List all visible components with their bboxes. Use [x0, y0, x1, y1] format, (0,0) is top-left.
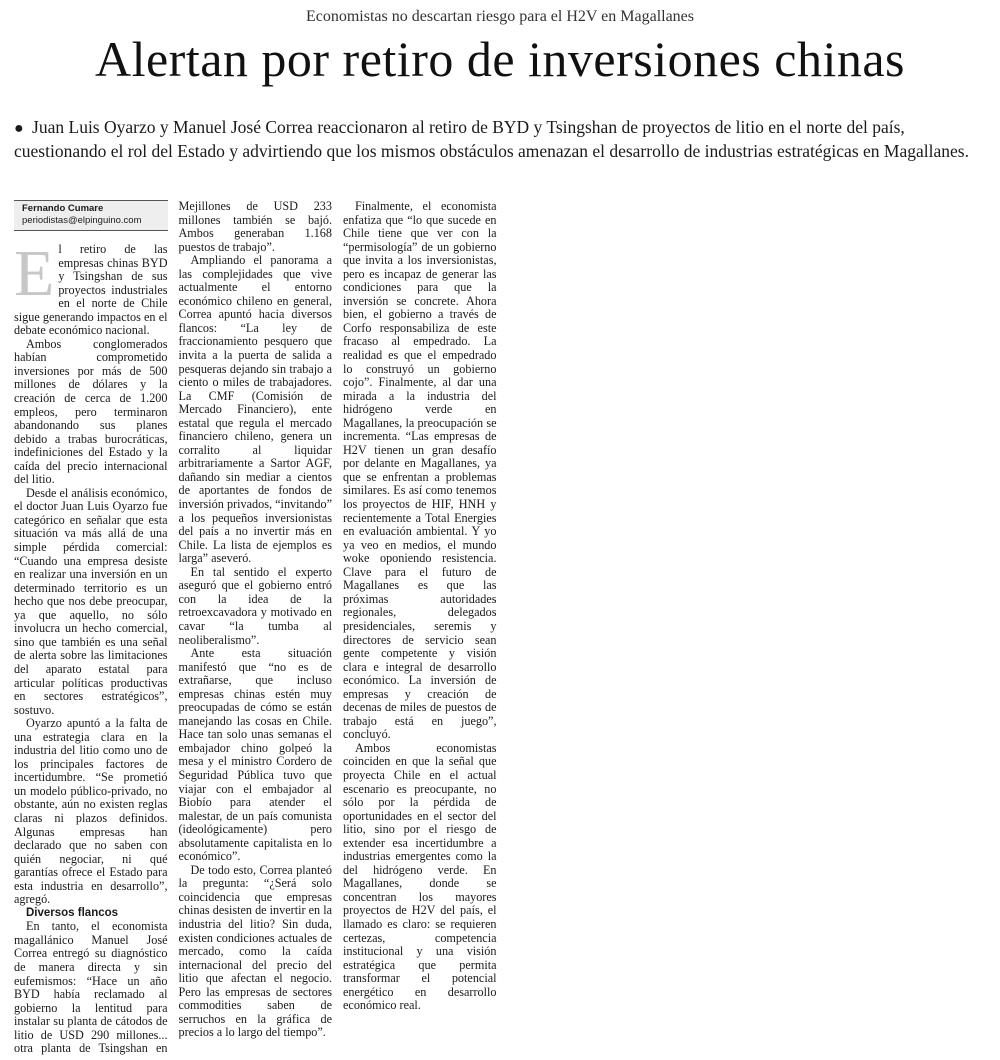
byline — [14, 200, 168, 231]
article-lede — [14, 116, 990, 162]
paragraph: Desde el análisis económico, el doctor Juan Luis Oyarzo fue categórico en señalar que esta situación va más allá de una simple pérdida comercial: “Cuando una empresa desiste en realizar una inversión en un determinado territorio es un hecho que nos debe preocupar, ya que aquello, no sólo involucra un hecho comercial, sino que también es una señal de alerta sobre las limitaciones del aparato estatal para articular políticas productivas en sectores estratégicos”, sostuvo. — [14, 485, 168, 717]
dropcap: E — [14, 237, 55, 310]
article-headline: Alertan por retiro de inversiones chinas — [94, 31, 905, 87]
paragraph — [14, 237, 168, 338]
paragraph-text: l retiro de las empresas chinas BYD y Tsingshan de sus proyectos industriales en el norte de Chile sigue generando impactos en el debate económico nacional. — [14, 242, 168, 338]
author-name: Fernando Cumare — [22, 203, 104, 214]
article-body — [14, 200, 990, 1058]
bullet-icon: ● — [14, 120, 24, 137]
paragraph: Ante esta situación manifestó que “no es de extrañarse, que incluso empresas chinas estén muy preocupadas de cómo se están manejando las cosas en Chile. Hace tan solo unas semanas el embajador chino golpeó la mesa y el ministro Cordero de Seguridad Pública tuvo que viajar con el embajador al Biobío para atender el malestar, de un país comunista (ideológicamente) pero absolutamente capitalista en lo económico”. — [178, 646, 332, 864]
paragraph: De todo esto, Correa planteó la pregunta: “¿Será solo coincidencia que empresas chinas desisten de invertir en la industria del litio? Sin duda, existen condiciones actuales de mercado, como la caída internacional del precio del litio que afectan el negocio. Pero las empresas de sectores commodities saben de serruchos en la gráfica de precios a lo largo del tiempo”. — [178, 862, 332, 1040]
paragraph: Ambos conglomerados habían comprometido inversiones por más de 500 millones de dólares y la creación de cerca de 1.200 empleos, pero terminaron abandonando sus planes debido a trabas burocráticas, indefiniciones del Estado y la caída del precio internacional del litio. — [14, 336, 168, 487]
paragraph: Oyarzo apuntó a la falta de una estrategia clara en la industria del litio como uno de los principales factores de incertidumbre. “Se prometió un modelo público-privado, no obstante, aún no existen reglas claras ni plazos definidos. Algunas empresas han declarado que no saben con quién negociar, ni qué garantías ofrece el Estado para esta industria en desarrollo”, agregó. — [14, 716, 168, 907]
paragraph: Ambos economistas coinciden en que la señal que proyecta Chile en el actual escenario es preocupante, no sólo por la pérdida de oportunidades en el sector del litio, sino por el riesgo de extender esa incertidumbre a industrias emergentes como la del hidrógeno verde. En Magallanes, donde se concentran los mayores proyectos de H2V del país, el llamado es claro: se requieren certezas, competencia institucional y una visión estratégica que permita transformar el potencial energético en desarrollo económico real. — [343, 740, 497, 1013]
paragraph: En tal sentido el experto aseguró que el gobierno entró con la idea de la retroexcavadora y motivado en cavar “la tumba al neoliberalismo”. — [178, 564, 332, 647]
paragraph: Ampliando el panorama a las complejidades que vive actualmente el entorno económico chileno en general, Correa apuntó hacia diversos flancos: “La ley de fraccionamiento pesquero que invita a la puerta de salida a pesqueras dejando sin trabajo a ciento o miles de trabajadores. La CMF (Comisión de Mercado Financiero), ente estatal que regula el mercado financiero chileno, genera un corralito al liquidar arbitrariamente a Sartor AGF, dañando sin mediar a cientos de aportantes de fondos de inversión privados, “invitando” a los pequeños inversionistas del país a no invertir más en Chile. La lista de ejemplos es larga” aseveró. — [178, 253, 332, 566]
paragraph: Finalmente, el economista enfatiza que “lo que sucede en Chile tiene que ver con la “permisología” de un gobierno que invita a los inversionistas, pero es incapaz de generar las condiciones para que la inversión se concrete. Ahora bien, el gobierno a través de Corfo responsabiliza de este fracaso al empedrado. La realidad es que el empedrado lo construyó un gobierno cojo”. Finalmente, al dar una mirada a la industria del hidrógeno verde en Magallanes, la preocupación se incrementa. “Las empresas de H2V tienen un gran desafío por delante en Magallanes, ya que se enfrentan a problemas similares. Es así como tenemos los proyectos de HIF, HNH y recientemente a Total Energies en evaluación ambiental. Y yo ya veo en medios, el mundo woke oponiendo resistencia. Clave para el futuro de Magallanes es que las próximas autoridades regionales, delegados presidenciales, seremis y directores de servicio sean gente competente y visión clara e integral de desarrollo económico. La inversión de empresas y creación de decenas de miles de puestos de trabajo está en juego”, concluyó. — [343, 199, 497, 742]
paragraph: En tanto, el economista magallánico Manuel José Correa entregó su diagnóstico de manera directa y sin eufemismos: “Hace un año BYD había reclamado al gobierno la lentitud para instalar su planta de cátodos de litio de USD 290 millones... otra planta de Tsingshan en Mejillones de USD 233 millones también se bajó. Ambos generaban 1.168 puestos de trabajo”. — [14, 199, 332, 1056]
subhead: Diversos flancos — [26, 906, 119, 919]
lede-text: Juan Luis Oyarzo y Manuel José Correa reaccionaron al retiro de BYD y Tsingshan de proyectos de litio en el norte del país, cuestionando el rol del Estado y advirtiendo que los mismos obstáculos amenazan el desarrollo de industrias estratégicas en Magallanes. — [14, 117, 969, 161]
article-kicker: Economistas no descartan riesgo para el H2V en Magallanes — [305, 8, 695, 25]
author-email: periodistas@elpinguino.com — [22, 215, 142, 226]
